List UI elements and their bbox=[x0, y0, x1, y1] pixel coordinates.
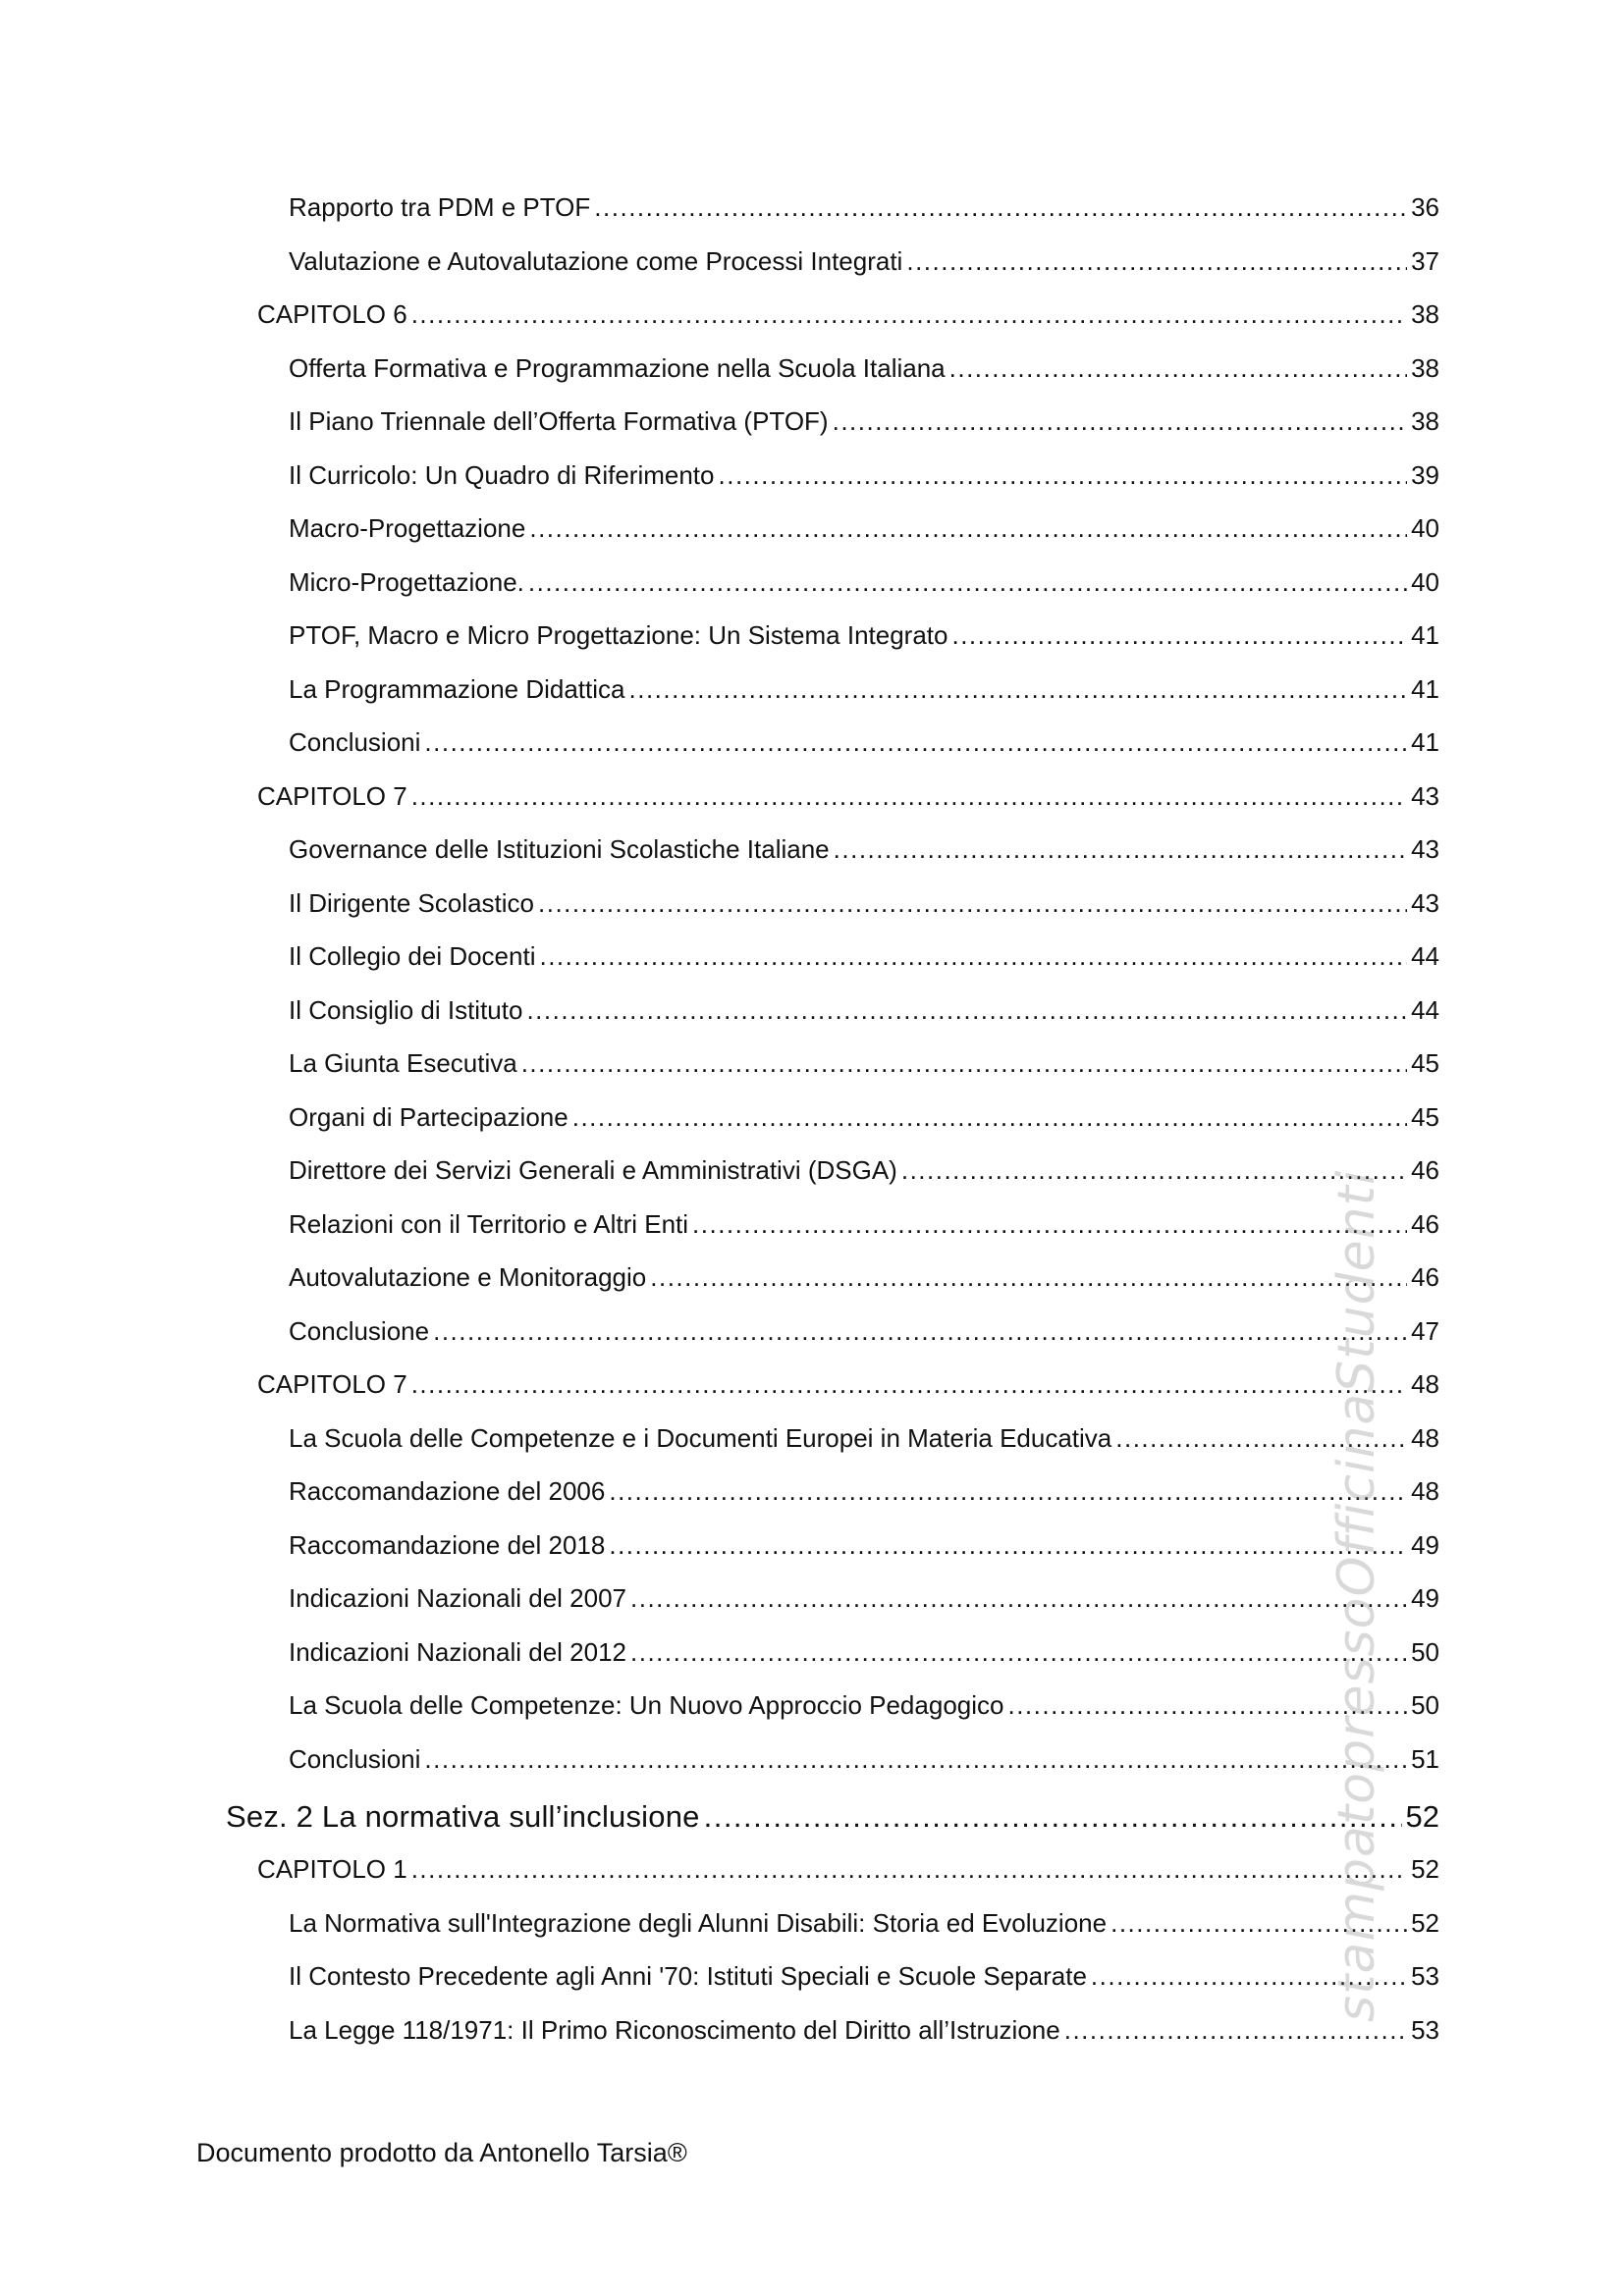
toc-entry-title: Il Piano Triennale dell’Offerta Formativa (PTOF) bbox=[289, 406, 829, 436]
toc-entry-title: Sez. 2 La normativa sull’inclusione bbox=[226, 1799, 700, 1834]
toc-entry[interactable] bbox=[226, 888, 1439, 942]
toc-entry-title: Indicazioni Nazionali del 2012 bbox=[289, 1636, 627, 1667]
toc-entry-title: La Normativa sull'Integrazione degli Alunni Disabili: Storia ed Evoluzione bbox=[289, 1907, 1108, 1938]
toc-dot-leader bbox=[834, 834, 1407, 865]
toc-page-number: 45 bbox=[1411, 1101, 1439, 1132]
toc-entry[interactable] bbox=[226, 1637, 1439, 1691]
toc-entry[interactable] bbox=[226, 2015, 1439, 2069]
toc-page-number: 41 bbox=[1411, 673, 1439, 704]
toc-page-number: 48 bbox=[1411, 1369, 1439, 1399]
toc-entry-title: La Programmazione Didattica bbox=[289, 673, 625, 704]
toc-dot-leader bbox=[609, 1530, 1407, 1561]
toc-page-number: 40 bbox=[1411, 566, 1439, 597]
toc-dot-leader bbox=[539, 941, 1407, 972]
toc-page-number: 45 bbox=[1411, 1048, 1439, 1078]
toc-dot-leader bbox=[906, 246, 1407, 277]
toc-entry[interactable] bbox=[226, 620, 1439, 674]
toc-entry-title: Il Contesto Precedente agli Anni '70: Istituti Speciali e Scuole Separate bbox=[289, 1961, 1087, 1991]
toc-entry[interactable] bbox=[226, 727, 1439, 781]
toc-entry-title: Direttore dei Servizi Generali e Amministrativi (DSGA) bbox=[289, 1155, 897, 1185]
toc-entry-title: CAPITOLO 6 bbox=[257, 299, 407, 329]
toc-page-number: 46 bbox=[1411, 1208, 1439, 1239]
toc-entry-title: Rapporto tra PDM e PTOF bbox=[289, 192, 591, 222]
toc-page-number: 37 bbox=[1411, 245, 1439, 276]
toc-page-number: 46 bbox=[1411, 1155, 1439, 1185]
toc-entry-title: Il Dirigente Scolastico bbox=[289, 887, 534, 918]
toc-page-number: 38 bbox=[1411, 352, 1439, 383]
toc-entry-title: Relazioni con il Territorio e Altri Enti bbox=[289, 1208, 689, 1239]
toc-entry[interactable] bbox=[226, 1316, 1439, 1370]
toc-entry-title: La Scuola delle Competenze: Un Nuovo Approccio Pedagogico bbox=[289, 1690, 1004, 1720]
toc-page-number: 49 bbox=[1411, 1583, 1439, 1613]
toc-dot-leader bbox=[629, 674, 1408, 705]
toc-page-number: 48 bbox=[1411, 1476, 1439, 1506]
toc-entry-title: CAPITOLO 7 bbox=[257, 1369, 407, 1399]
toc-entry[interactable] bbox=[226, 567, 1439, 621]
toc-page-number: 49 bbox=[1411, 1529, 1439, 1560]
toc-entry[interactable] bbox=[226, 1690, 1439, 1744]
toc-page-number: 53 bbox=[1411, 1961, 1439, 1991]
toc-page-number: 41 bbox=[1411, 620, 1439, 650]
toc-entry[interactable] bbox=[226, 1744, 1439, 1798]
toc-dot-leader bbox=[572, 1102, 1407, 1133]
toc-entry-title: Micro-Progettazione. bbox=[289, 566, 524, 597]
toc-page-number: 53 bbox=[1411, 2014, 1439, 2045]
toc-page-number: 46 bbox=[1411, 1262, 1439, 1292]
toc-entry[interactable] bbox=[226, 1102, 1439, 1156]
toc-dot-leader bbox=[594, 192, 1407, 223]
toc-entry-title: Conclusioni bbox=[289, 727, 421, 757]
toc-entry[interactable] bbox=[226, 1262, 1439, 1316]
toc-dot-leader bbox=[833, 406, 1407, 437]
toc-entry[interactable] bbox=[226, 1908, 1439, 1962]
toc-entry-title: Organi di Partecipazione bbox=[289, 1101, 568, 1132]
toc-page-number: 44 bbox=[1411, 994, 1439, 1025]
toc-entry-title: Autovalutazione e Monitoraggio bbox=[289, 1262, 647, 1292]
page-footer: Documento prodotto da Antonello Tarsia® bbox=[196, 2138, 687, 2167]
toc-dot-leader bbox=[424, 727, 1407, 758]
toc-dot-leader bbox=[411, 781, 1407, 812]
toc-page-number: 51 bbox=[1411, 1743, 1439, 1774]
toc-dot-leader bbox=[411, 1854, 1407, 1885]
toc-page-number: 52 bbox=[1411, 1907, 1439, 1938]
toc-entry[interactable] bbox=[226, 941, 1439, 995]
toc-entry[interactable] bbox=[226, 1797, 1439, 1854]
toc-page-number: 52 bbox=[1405, 1799, 1439, 1834]
toc-dot-leader bbox=[411, 299, 1407, 330]
toc-dot-leader bbox=[538, 888, 1407, 919]
toc-dot-leader bbox=[719, 460, 1408, 491]
toc-page-number: 40 bbox=[1411, 513, 1439, 543]
toc-entry[interactable] bbox=[226, 1048, 1439, 1102]
toc-page-number: 43 bbox=[1411, 887, 1439, 918]
toc-entry[interactable] bbox=[226, 781, 1439, 835]
toc-entry-title: Macro-Progettazione bbox=[289, 513, 526, 543]
toc-entry[interactable] bbox=[226, 1476, 1439, 1530]
toc-dot-leader bbox=[433, 1316, 1407, 1347]
toc-entry[interactable] bbox=[226, 353, 1439, 407]
toc-entry[interactable] bbox=[226, 995, 1439, 1049]
toc-entry[interactable] bbox=[226, 1530, 1439, 1584]
toc-page-number: 52 bbox=[1411, 1854, 1439, 1884]
toc-dot-leader bbox=[692, 1209, 1407, 1240]
toc-entry-title: Conclusioni bbox=[289, 1743, 421, 1774]
toc-entry[interactable] bbox=[226, 192, 1439, 246]
toc-dot-leader bbox=[526, 995, 1407, 1026]
toc-entry[interactable] bbox=[226, 513, 1439, 567]
toc-entry-title: CAPITOLO 1 bbox=[257, 1854, 407, 1884]
toc-dot-leader bbox=[424, 1744, 1407, 1775]
toc-entry-title: La Legge 118/1971: Il Primo Riconoscimento del Diritto all’Istruzione bbox=[289, 2014, 1060, 2045]
toc-entry[interactable] bbox=[226, 460, 1439, 514]
toc-page-number: 48 bbox=[1411, 1422, 1439, 1453]
toc-entry[interactable] bbox=[226, 1209, 1439, 1263]
toc-entry-title: Offerta Formativa e Programmazione nella Scuola Italiana bbox=[289, 352, 946, 383]
toc-entry[interactable] bbox=[226, 674, 1439, 728]
toc-entry[interactable] bbox=[226, 1854, 1439, 1908]
toc-page-number: 39 bbox=[1411, 459, 1439, 490]
toc-page-number: 38 bbox=[1411, 299, 1439, 329]
toc-entry[interactable] bbox=[226, 834, 1439, 888]
toc-entry-title: Il Curricolo: Un Quadro di Riferimento bbox=[289, 459, 715, 490]
toc-entry-title: La Giunta Esecutiva bbox=[289, 1048, 517, 1078]
toc-dot-leader bbox=[630, 1637, 1407, 1668]
toc-entry-title: La Scuola delle Competenze e i Documenti Europei in Materia Educativa bbox=[289, 1422, 1112, 1453]
toc-dot-leader bbox=[521, 1048, 1407, 1079]
toc-entry-title: Valutazione e Autovalutazione come Processi Integrati bbox=[289, 245, 903, 276]
toc-page-number: 50 bbox=[1411, 1636, 1439, 1667]
toc-dot-leader bbox=[528, 567, 1407, 598]
table-of-contents bbox=[226, 192, 1439, 2068]
toc-page-number: 38 bbox=[1411, 406, 1439, 436]
toc-dot-leader bbox=[650, 1262, 1407, 1293]
toc-entry[interactable] bbox=[226, 246, 1439, 300]
toc-entry[interactable] bbox=[226, 406, 1439, 460]
toc-entry-title: Il Consiglio di Istituto bbox=[289, 994, 523, 1025]
toc-dot-leader bbox=[704, 1799, 1402, 1835]
toc-entry-title: Il Collegio dei Docenti bbox=[289, 941, 536, 971]
toc-entry[interactable] bbox=[226, 1961, 1439, 2015]
toc-entry-title: PTOF, Macro e Micro Progettazione: Un Sistema Integrato bbox=[289, 620, 948, 650]
toc-dot-leader bbox=[630, 1583, 1407, 1614]
toc-dot-leader bbox=[609, 1476, 1407, 1507]
toc-entry[interactable] bbox=[226, 299, 1439, 353]
toc-entry-title: Indicazioni Nazionali del 2007 bbox=[289, 1583, 627, 1613]
toc-page-number: 36 bbox=[1411, 192, 1439, 222]
toc-dot-leader bbox=[529, 513, 1407, 544]
toc-entry-title: Raccomandazione del 2018 bbox=[289, 1529, 606, 1560]
toc-page-number: 41 bbox=[1411, 727, 1439, 757]
watermark: stampatopressoOfficinaStudenti bbox=[1327, 1169, 1386, 2022]
toc-entry-title: Conclusione bbox=[289, 1315, 430, 1346]
toc-entry[interactable] bbox=[226, 1423, 1439, 1477]
toc-page-number: 44 bbox=[1411, 941, 1439, 971]
toc-entry-title: CAPITOLO 7 bbox=[257, 780, 407, 811]
toc-entry-title: Governance delle Istituzioni Scolastiche Italiane bbox=[289, 834, 830, 864]
toc-dot-leader bbox=[411, 1369, 1407, 1400]
toc-dot-leader bbox=[951, 620, 1407, 651]
toc-dot-leader bbox=[949, 353, 1407, 384]
toc-entry-title: Raccomandazione del 2006 bbox=[289, 1476, 606, 1506]
toc-page-number: 43 bbox=[1411, 780, 1439, 811]
toc-page-number: 50 bbox=[1411, 1690, 1439, 1720]
toc-entry[interactable] bbox=[226, 1155, 1439, 1209]
toc-page-number: 43 bbox=[1411, 834, 1439, 864]
toc-entry[interactable] bbox=[226, 1369, 1439, 1423]
toc-entry[interactable] bbox=[226, 1583, 1439, 1637]
toc-page-number: 47 bbox=[1411, 1315, 1439, 1346]
